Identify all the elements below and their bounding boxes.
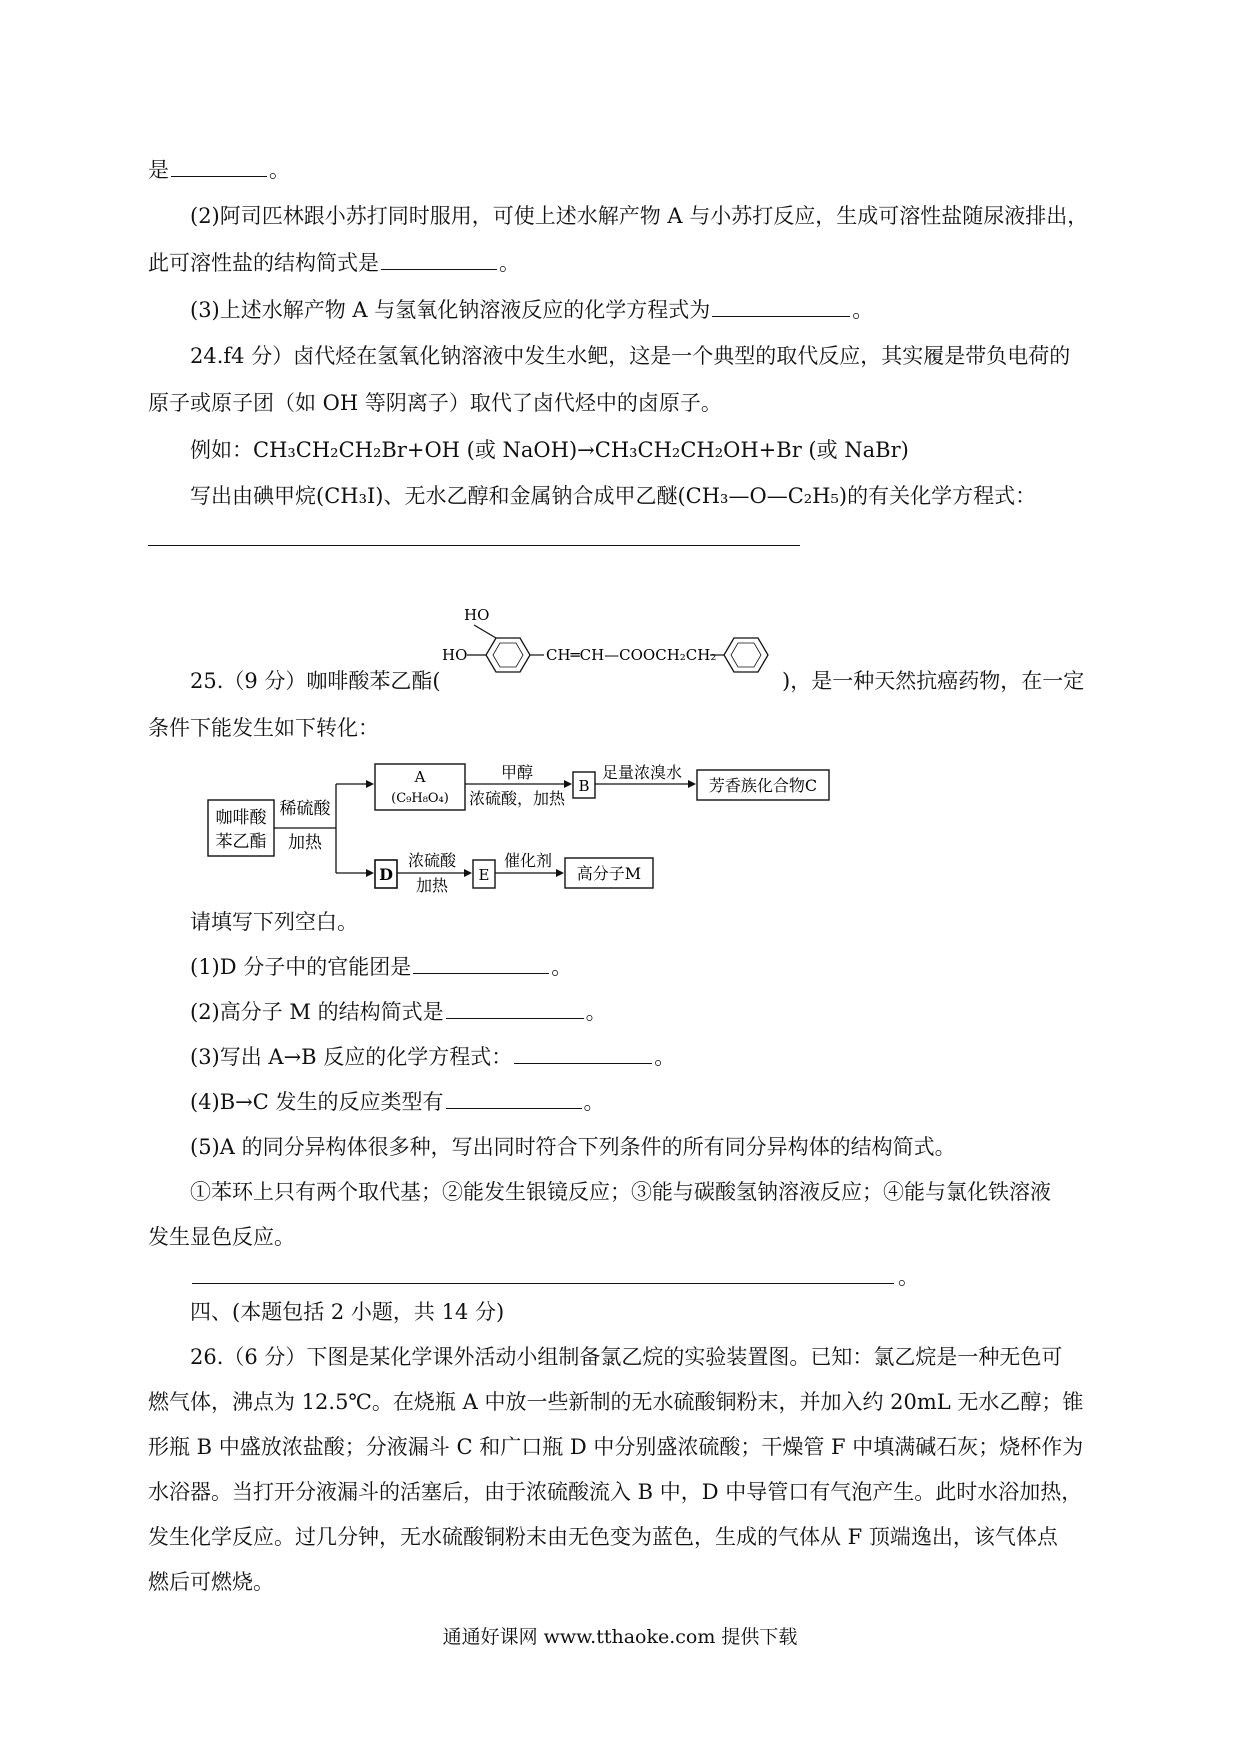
period: 。: [898, 1265, 919, 1289]
text: (4)B→C 发生的反应类型有: [190, 1090, 444, 1114]
condition-2-top: 甲醇: [500, 763, 534, 782]
start-label-1: 咖啡酸: [215, 808, 267, 828]
question-23-2a: (2)阿司匹林跟小苏打同时服用，可使上述水解产物 A 与小苏打反应，生成可溶性盐随尿液排出，: [190, 204, 1089, 228]
ho-top-label: HO: [464, 606, 490, 624]
box-b-label: B: [578, 777, 590, 795]
answer-blank[interactable]: [413, 953, 549, 974]
chain-label: CH═CH—COOCH₂CH₂: [546, 646, 717, 664]
ho-left-label: HO: [442, 646, 468, 664]
question-25-a-post: )，是一种天然抗癌药物，在一定: [782, 669, 1085, 693]
text: (1)D 分子中的官能团是: [190, 955, 412, 979]
caffeic-ester-structure: [440, 598, 780, 708]
text: (2)高分子 M 的结构简式是: [190, 1000, 444, 1024]
condition-2-bottom: 浓硫酸，加热: [468, 789, 566, 808]
answer-blank[interactable]: [712, 296, 850, 317]
condition-1-top: 稀硫酸: [279, 799, 331, 819]
text: 是: [148, 158, 169, 182]
start-label-2: 苯乙酯: [215, 832, 267, 852]
box-d-label: D: [379, 865, 393, 884]
box-a-formula: (C₉H₈O₄): [391, 791, 449, 806]
box-e-label: E: [478, 866, 490, 884]
question-24-a: 24.f4 分）卤代烃在氢氧化钠溶液中发生水鲃，这是一个典型的取代反应，其实履是带负电荷的: [190, 344, 1071, 368]
question-26-e: 发生化学反应。过几分钟，无水硫酸铜粉末由无色变为蓝色，生成的气体从 F 顶端逸出，该气体点: [148, 1525, 1058, 1549]
condition-5-top: 催化剂: [503, 851, 553, 870]
text: 。: [551, 955, 573, 979]
answer-blank[interactable]: [171, 156, 267, 177]
text: 。: [585, 1000, 607, 1024]
text: 。: [269, 158, 290, 182]
answer-line-1: [148, 156, 290, 184]
text: 。: [852, 298, 874, 322]
text: 。: [654, 1045, 676, 1069]
condition-3-top: 足量浓溴水: [601, 763, 683, 782]
answer-blank[interactable]: [381, 249, 497, 270]
question-23-3: [190, 296, 873, 324]
question-25-a-pre: 25.（9 分）咖啡酸苯乙酯(: [190, 669, 441, 693]
section-4-heading: 四、(本题包括 2 小题，共 14 分): [190, 1300, 505, 1324]
question-26-d: 水浴器。当打开分液漏斗的活塞后，由于浓硫酸流入 B 中，D 中导管口有气泡产生。此时水浴加热，: [148, 1480, 1083, 1504]
question-26-f: 燃后可燃烧。: [148, 1570, 274, 1594]
box-c-label: 芳香族化合物C: [708, 776, 818, 795]
answer-blank[interactable]: [514, 1043, 652, 1064]
box-a-label: A: [414, 768, 426, 786]
question-25-4: [190, 1088, 605, 1116]
answer-blank[interactable]: [446, 1088, 582, 1109]
question-26-a: 26.（6 分）下图是某化学课外活动小组制备氯乙烷的实验装置图。已知：氯乙烷是一种无色可: [190, 1345, 1063, 1369]
answer-rule[interactable]: [148, 545, 800, 546]
text: 。: [583, 1090, 605, 1114]
question-25-5-conditions-cont: 发生显色反应。: [148, 1225, 295, 1249]
text: (3)写出 A→B 反应的化学方程式：: [190, 1045, 513, 1069]
text: (3)上述水解产物 A 与氢氧化钠溶液反应的化学方程式为: [190, 298, 711, 322]
question-26-b: 燃气体，沸点为 12.5℃。在烧瓶 A 中放一些新制的无水硫酸铜粉末，并加入约 20mL 无水乙醇；锥: [148, 1390, 1084, 1414]
condition-4-top: 浓硫酸: [407, 851, 457, 870]
box-m-label: 高分子M: [576, 864, 642, 883]
question-25-b: 条件下能发生如下转化：: [148, 716, 379, 740]
question-25-3: [190, 1043, 675, 1071]
conversion-flow-diagram: [200, 760, 860, 896]
question-25-5: (5)A 的同分异构体很多种，写出同时符合下列条件的所有同分异构体的结构简式。: [190, 1135, 956, 1159]
answer-rule[interactable]: [192, 1283, 894, 1284]
question-24-task: 写出由碘甲烷(CH₃I)、无水乙醇和金属钠合成甲乙醚(CH₃—O—C₂H₅)的有关化学方程式：: [190, 484, 1037, 508]
question-25-5-conditions: ①苯环上只有两个取代基；②能发生银镜反应；③能与碳酸氢钠溶液反应；④能与氯化铁溶液: [190, 1180, 1051, 1204]
condition-1-bottom: 加热: [288, 833, 322, 853]
page-footer: 通通好课网 www.tthaoke.com 提供下载: [442, 1626, 798, 1648]
question-25-1: [190, 953, 572, 981]
question-23-2b: [148, 249, 520, 277]
question-24-b: 原子或原子团（如 OH 等阴离子）取代了卤代烃中的卤原子。: [148, 391, 722, 415]
question-24-example: 例如：CH₃CH₂CH₂Br+OH (或 NaOH)→CH₃CH₂CH₂OH+Br (或 NaBr): [190, 438, 909, 462]
question-26-c: 形瓶 B 中盛放浓盐酸；分液漏斗 C 和广口瓶 D 中分别盛浓硫酸；干燥管 F 中填满碱石灰；烧杯作为: [148, 1435, 1084, 1459]
condition-4-bottom: 加热: [415, 876, 449, 895]
question-25-fill: 请填写下列空白。: [190, 910, 358, 934]
text: 此可溶性盐的结构简式是: [148, 251, 379, 275]
answer-blank[interactable]: [446, 998, 584, 1019]
question-25-2: [190, 998, 607, 1026]
text: 。: [499, 251, 520, 275]
